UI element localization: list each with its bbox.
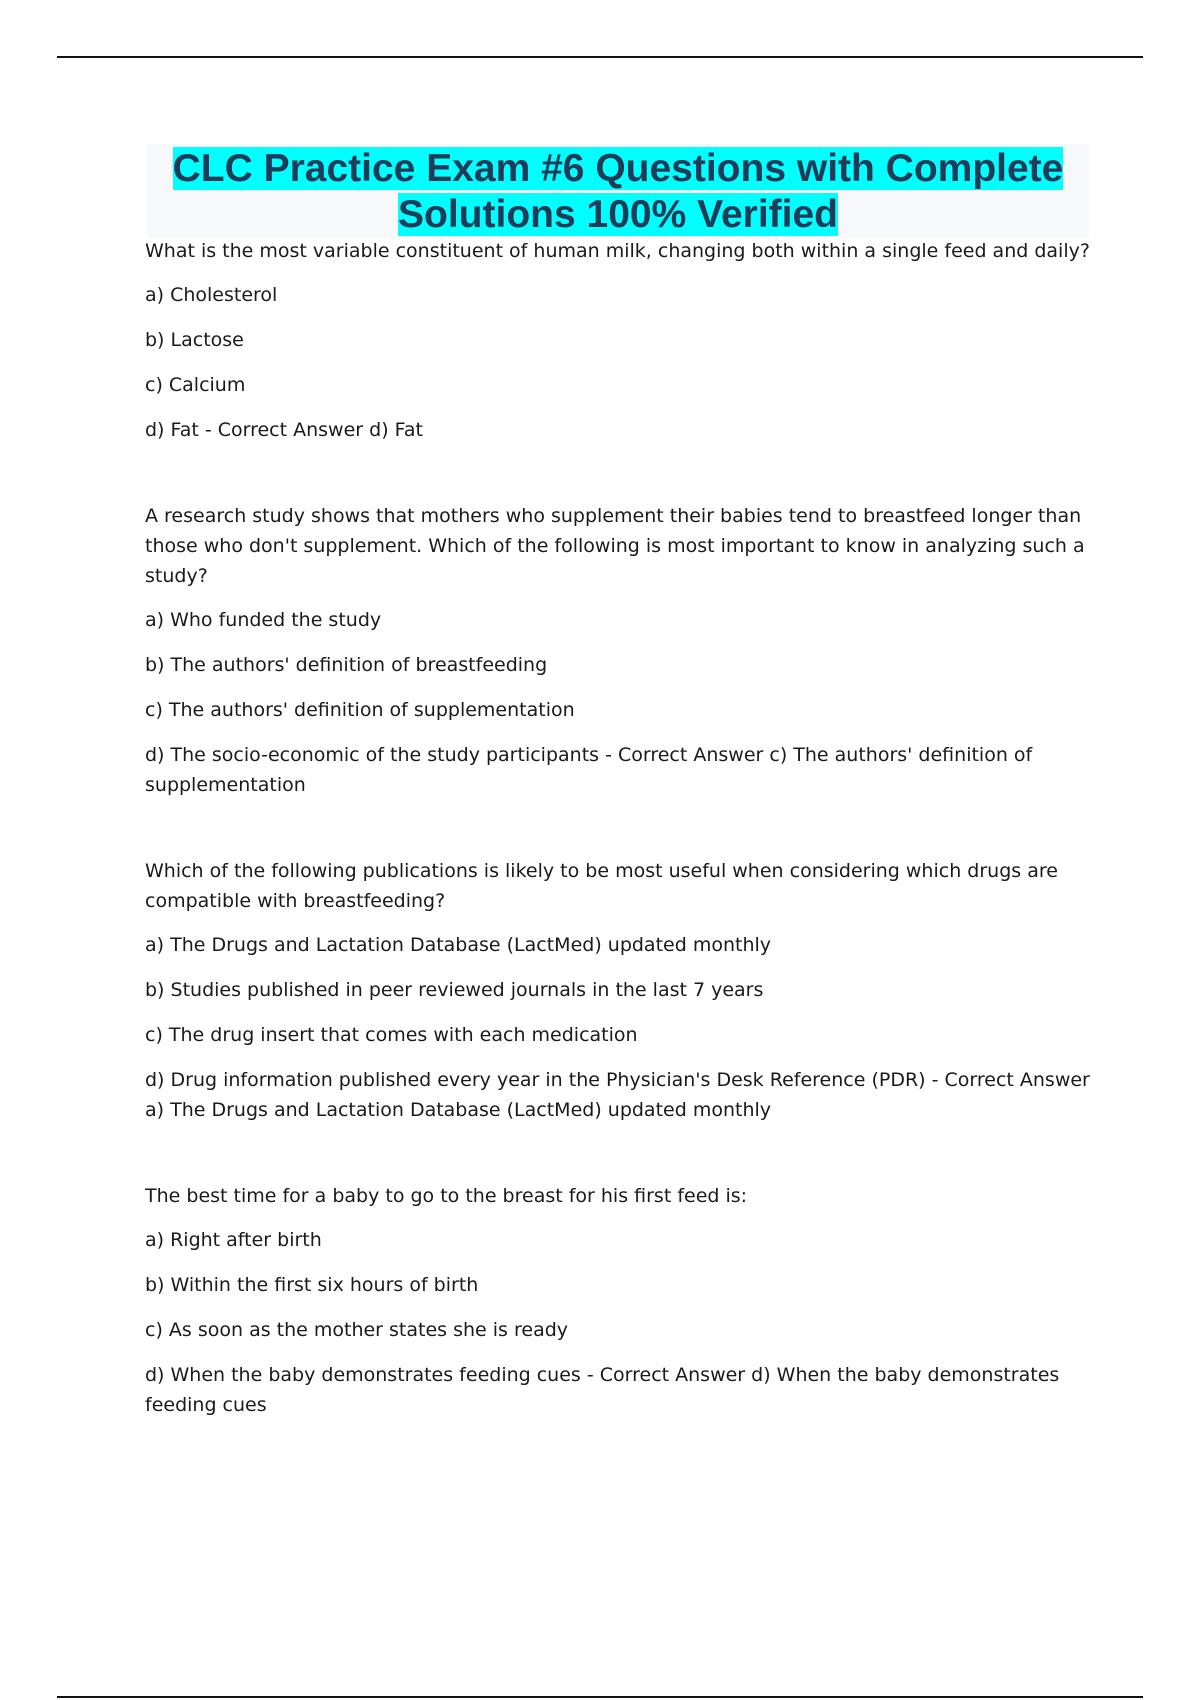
title-highlight: CLC Practice Exam #6 Questions with Complete Solutions 100% Verified	[172, 147, 1064, 236]
question-text: What is the most variable constituent of human milk, changing both within a single feed and daily?	[145, 240, 1090, 262]
document-title	[147, 144, 1089, 238]
answer-option-d: d) The socio-economic of the study participants - Correct Answer c) The authors' definition of supplementation	[145, 744, 1033, 796]
question-block-1	[145, 236, 1090, 445]
top-rule	[57, 56, 1143, 58]
answer-option-d: d) Fat - Correct Answer d) Fat	[145, 419, 423, 441]
answer-option-c: c) The authors' definition of supplementation	[145, 699, 575, 721]
question-block-4	[145, 1181, 1090, 1420]
title-block	[147, 144, 1089, 238]
answer-option-a: a) The Drugs and Lactation Database (LactMed) updated monthly	[145, 934, 772, 956]
answer-option-b: b) Studies published in peer reviewed journals in the last 7 years	[145, 979, 764, 1001]
question-text: The best time for a baby to go to the breast for his first feed is:	[145, 1185, 748, 1207]
answer-option-c: c) Calcium	[145, 374, 246, 396]
question-text: Which of the following publications is likely to be most useful when considering which drugs are compatible with breastfeeding?	[145, 860, 1058, 912]
question-list	[145, 236, 1090, 1476]
question-block-2	[145, 501, 1090, 800]
answer-option-b: b) The authors' definition of breastfeeding	[145, 654, 548, 676]
bottom-rule	[57, 1696, 1143, 1698]
answer-option-c: c) The drug insert that comes with each medication	[145, 1024, 638, 1046]
answer-option-b: b) Lactose	[145, 329, 244, 351]
answer-option-d: d) When the baby demonstrates feeding cues - Correct Answer d) When the baby demonstrates feeding cues	[145, 1364, 1060, 1416]
question-text: A research study shows that mothers who supplement their babies tend to breastfeed longer than those who don't supplement. Which of the following is most important to know in analyzing such a study?	[145, 505, 1085, 587]
answer-option-a: a) Right after birth	[145, 1229, 322, 1251]
answer-option-a: a) Who funded the study	[145, 609, 382, 631]
answer-option-b: b) Within the first six hours of birth	[145, 1274, 479, 1296]
answer-option-d: d) Drug information published every year in the Physician's Desk Reference (PDR) - Correct Answer a) The Drugs and Lactation Database (LactMed) updated monthly	[145, 1069, 1090, 1121]
answer-option-c: c) As soon as the mother states she is ready	[145, 1319, 569, 1341]
answer-option-a: a) Cholesterol	[145, 284, 278, 306]
question-block-3	[145, 856, 1090, 1125]
